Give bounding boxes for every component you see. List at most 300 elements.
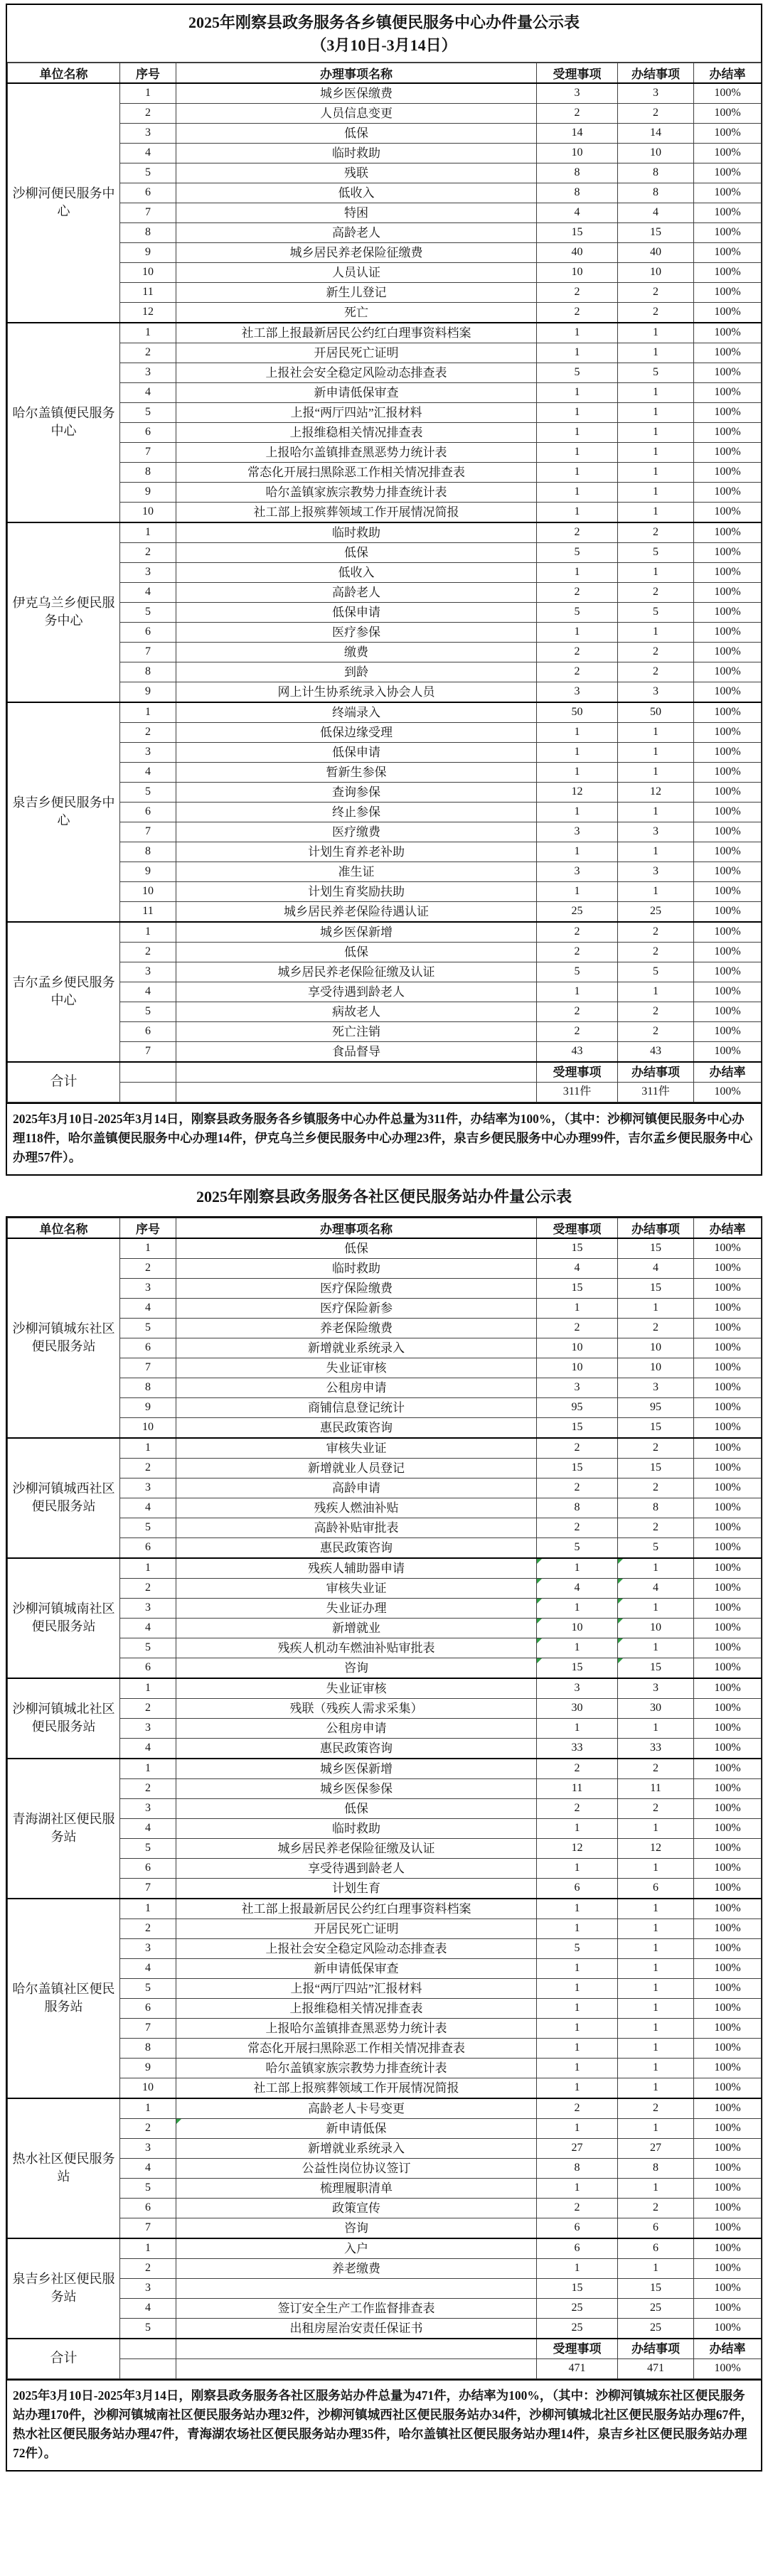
item-cell: 低保申请	[176, 742, 537, 762]
accepted-cell: 10	[537, 1358, 618, 1378]
seq-cell: 4	[120, 2298, 176, 2318]
table-row	[8, 2138, 762, 2158]
item-cell: 城乡居民养老保险待遇认证	[176, 901, 537, 922]
total-done-header: 办结事项	[618, 1062, 694, 1083]
item-cell: 城乡医保新增	[176, 1759, 537, 1779]
accepted-cell: 25	[537, 2318, 618, 2339]
seq-cell: 1	[120, 1678, 176, 1699]
done-cell: 50	[618, 702, 694, 723]
rate-cell: 100%	[694, 302, 762, 323]
rate-cell: 100%	[694, 1658, 762, 1678]
rate-cell: 100%	[694, 602, 762, 622]
seq-cell: 8	[120, 2038, 176, 2058]
seq-cell: 4	[120, 1958, 176, 1978]
accepted-cell: 3	[537, 1678, 618, 1699]
rate-cell: 100%	[694, 1858, 762, 1878]
accepted-cell: 25	[537, 901, 618, 922]
done-cell: 2	[618, 922, 694, 943]
item-cell: 低保	[176, 1798, 537, 1818]
unit-cell: 沙柳河镇城西社区便民服务站	[8, 1438, 120, 1558]
seq-cell: 10	[120, 1417, 176, 1438]
item-cell: 残疾人机动车燃油补贴审批表	[176, 1638, 537, 1658]
table-row	[8, 123, 762, 143]
accepted-cell: 1	[537, 2178, 618, 2198]
total-item-empty	[176, 1082, 537, 1102]
seq-cell: 2	[120, 942, 176, 962]
item-cell: 临时救助	[176, 143, 537, 163]
seq-cell: 3	[120, 1478, 176, 1498]
item-cell: 上报哈尔盖镇排查黑恶势力统计表	[176, 2018, 537, 2038]
header-rate: 办结率	[694, 1218, 762, 1238]
rate-cell: 100%	[694, 402, 762, 422]
item-cell: 计划生育	[176, 1878, 537, 1899]
item-cell: 失业证审核	[176, 1678, 537, 1699]
total-seq-empty	[120, 2358, 176, 2378]
done-cell: 1	[618, 502, 694, 522]
seq-cell: 5	[120, 402, 176, 422]
rate-cell: 100%	[694, 942, 762, 962]
table-row	[8, 1978, 762, 1998]
item-cell: 准生证	[176, 862, 537, 881]
seq-cell: 4	[120, 1818, 176, 1838]
accepted-cell: 15	[537, 2278, 618, 2298]
total-rate-header: 办结率	[694, 2339, 762, 2359]
rate-cell: 100%	[694, 881, 762, 901]
item-cell: 暂新生参保	[176, 762, 537, 782]
item-cell: 查询参保	[176, 782, 537, 802]
rate-cell: 100%	[694, 1598, 762, 1618]
table-row	[8, 2258, 762, 2278]
done-cell: 4	[618, 203, 694, 222]
seq-cell: 3	[120, 2278, 176, 2298]
accepted-cell: 6	[537, 1878, 618, 1899]
rate-cell: 100%	[694, 222, 762, 242]
done-cell: 1	[618, 482, 694, 502]
item-cell: 低收入	[176, 183, 537, 203]
seq-cell: 6	[120, 1537, 176, 1558]
table-row	[8, 422, 762, 442]
item-cell: 享受待遇到龄老人	[176, 982, 537, 1002]
item-cell: 人员信息变更	[176, 103, 537, 123]
seq-cell: 4	[120, 982, 176, 1002]
accepted-cell: 1	[537, 802, 618, 822]
table-row	[8, 982, 762, 1002]
accepted-cell: 2	[537, 1318, 618, 1338]
table-row	[8, 1498, 762, 1518]
done-cell: 1	[618, 442, 694, 462]
item-cell: 城乡医保新增	[176, 922, 537, 943]
item-cell: 新增就业	[176, 1618, 537, 1638]
seq-cell: 2	[120, 103, 176, 123]
rate-cell: 100%	[694, 103, 762, 123]
table-row	[8, 1858, 762, 1878]
accepted-cell: 3	[537, 83, 618, 104]
item-cell: 社工部上报殡葬领域工作开展情况简报	[176, 2078, 537, 2098]
seq-cell: 2	[120, 2258, 176, 2278]
rate-cell: 100%	[694, 842, 762, 862]
rate-cell: 100%	[694, 822, 762, 842]
rate-cell: 100%	[694, 2018, 762, 2038]
rate-cell: 100%	[694, 2138, 762, 2158]
seq-cell: 5	[120, 163, 176, 183]
table-row	[8, 762, 762, 782]
done-cell: 1	[618, 1958, 694, 1978]
done-cell: 15	[618, 222, 694, 242]
done-cell: 1	[618, 1558, 694, 1579]
done-cell: 3	[618, 822, 694, 842]
table-row	[8, 1878, 762, 1899]
item-cell: 低保申请	[176, 602, 537, 622]
seq-cell: 7	[120, 642, 176, 662]
item-cell: 医疗参保	[176, 622, 537, 642]
total-rate-value: 100%	[694, 1082, 762, 1102]
seq-cell: 7	[120, 2218, 176, 2238]
item-cell: 上报维稳相关情况排查表	[176, 422, 537, 442]
community-sheet	[6, 1216, 762, 2472]
table-row	[8, 1417, 762, 1438]
item-cell: 享受待遇到龄老人	[176, 1858, 537, 1878]
table2-title: 2025年刚察县政务服务各社区便民服务站办件量公示表	[196, 1188, 572, 1206]
table-row	[8, 1738, 762, 1759]
done-cell: 1	[618, 1899, 694, 1919]
done-cell: 2	[618, 1021, 694, 1041]
rate-cell: 100%	[694, 2158, 762, 2178]
rate-cell: 100%	[694, 782, 762, 802]
item-cell: 城乡居民养老保险征缴及认证	[176, 1838, 537, 1858]
done-cell: 2	[618, 2098, 694, 2119]
item-cell: 入户	[176, 2238, 537, 2259]
table-row	[8, 862, 762, 881]
table-row	[8, 1278, 762, 1298]
item-cell: 死亡	[176, 302, 537, 323]
seq-cell: 2	[120, 1918, 176, 1938]
accepted-cell: 2	[537, 1002, 618, 1021]
rate-cell: 100%	[694, 2058, 762, 2078]
table-row	[8, 1397, 762, 1417]
seq-cell: 6	[120, 1021, 176, 1041]
seq-cell: 2	[120, 1698, 176, 1718]
item-cell: 高龄老人卡号变更	[176, 2098, 537, 2119]
done-cell: 25	[618, 2298, 694, 2318]
total-done-value: 471	[618, 2358, 694, 2378]
table-row	[8, 782, 762, 802]
accepted-cell: 5	[537, 962, 618, 982]
item-cell: 低保	[176, 542, 537, 562]
done-cell: 1	[618, 1718, 694, 1738]
accepted-cell: 1	[537, 2118, 618, 2138]
rate-cell: 100%	[694, 1358, 762, 1378]
seq-cell: 4	[120, 1738, 176, 1759]
item-cell: 临时救助	[176, 522, 537, 543]
rate-cell: 100%	[694, 2258, 762, 2278]
item-cell: 惠民政策咨询	[176, 1417, 537, 1438]
item-cell: 高龄老人	[176, 222, 537, 242]
accepted-cell: 4	[537, 1258, 618, 1278]
done-cell: 15	[618, 1238, 694, 1259]
seq-cell: 5	[120, 1002, 176, 1021]
item-cell: 新增就业系统录入	[176, 2138, 537, 2158]
seq-cell: 6	[120, 2198, 176, 2218]
item-cell: 终止参保	[176, 802, 537, 822]
table-row	[8, 1021, 762, 1041]
accepted-cell: 1	[537, 1958, 618, 1978]
accepted-cell: 33	[537, 1738, 618, 1759]
total-accepted-value: 471	[537, 2358, 618, 2378]
rate-cell: 100%	[694, 2038, 762, 2058]
item-cell: 养老缴费	[176, 2258, 537, 2278]
rate-cell: 100%	[694, 802, 762, 822]
table-row	[8, 1678, 762, 1699]
done-cell: 4	[618, 1258, 694, 1278]
table-row	[8, 2158, 762, 2178]
accepted-cell: 2	[537, 1021, 618, 1041]
rate-cell: 100%	[694, 1958, 762, 1978]
table-row	[8, 2038, 762, 2058]
item-cell: 出租房屋治安责任保证书	[176, 2318, 537, 2339]
table-row	[8, 2098, 762, 2119]
unit-cell: 哈尔盖镇社区便民服务站	[8, 1899, 120, 2098]
rate-cell: 100%	[694, 1698, 762, 1718]
rate-cell: 100%	[694, 2318, 762, 2339]
done-cell: 8	[618, 1498, 694, 1518]
accepted-cell: 3	[537, 862, 618, 881]
header-accepted: 受理事项	[537, 1218, 618, 1238]
rate-cell: 100%	[694, 1498, 762, 1518]
rate-cell: 100%	[694, 1041, 762, 1062]
item-cell: 城乡居民养老保险征缴及认证	[176, 962, 537, 982]
accepted-cell: 5	[537, 1938, 618, 1958]
table-row	[8, 323, 762, 343]
table-row	[8, 183, 762, 203]
rate-cell: 100%	[694, 2278, 762, 2298]
done-cell: 2	[618, 302, 694, 323]
seq-cell: 4	[120, 582, 176, 602]
item-cell: 医疗缴费	[176, 822, 537, 842]
table-row	[8, 822, 762, 842]
item-cell: 计划生育养老补助	[176, 842, 537, 862]
rate-cell: 100%	[694, 1298, 762, 1318]
table-row	[8, 1658, 762, 1678]
accepted-cell: 95	[537, 1397, 618, 1417]
rate-cell: 100%	[694, 123, 762, 143]
done-cell: 2	[618, 522, 694, 543]
table-row	[8, 382, 762, 402]
seq-cell: 2	[120, 1778, 176, 1798]
seq-cell: 5	[120, 1978, 176, 1998]
rate-cell: 100%	[694, 203, 762, 222]
item-cell: 高龄申请	[176, 1478, 537, 1498]
table-row	[8, 1998, 762, 2018]
accepted-cell: 2	[537, 582, 618, 602]
accepted-cell: 1	[537, 1298, 618, 1318]
table-row	[8, 1478, 762, 1498]
rate-cell: 100%	[694, 482, 762, 502]
item-cell: 开居民死亡证明	[176, 343, 537, 363]
done-cell: 12	[618, 1838, 694, 1858]
unit-cell: 泉吉乡便民服务中心	[8, 702, 120, 922]
rate-cell: 100%	[694, 622, 762, 642]
accepted-cell: 1	[537, 2038, 618, 2058]
item-cell: 商铺信息登记统计	[176, 1397, 537, 1417]
rate-cell: 100%	[694, 1378, 762, 1397]
accepted-cell: 1	[537, 442, 618, 462]
item-cell: 缴费	[176, 642, 537, 662]
seq-cell: 1	[120, 1759, 176, 1779]
table-row	[8, 1537, 762, 1558]
table-row	[8, 2018, 762, 2038]
item-cell: 上报“两厅四站”汇报材料	[176, 402, 537, 422]
done-cell: 1	[618, 802, 694, 822]
table-row	[8, 642, 762, 662]
item-cell: 社工部上报最新居民公约红白理事资料档案	[176, 1899, 537, 1919]
accepted-cell: 1	[537, 1858, 618, 1878]
seq-cell: 1	[120, 2098, 176, 2119]
table-row	[8, 1598, 762, 1618]
accepted-cell: 2	[537, 522, 618, 543]
header-done: 办结事项	[618, 1218, 694, 1238]
table-row	[8, 163, 762, 183]
accepted-cell: 40	[537, 242, 618, 262]
seq-cell: 7	[120, 822, 176, 842]
seq-cell: 4	[120, 762, 176, 782]
done-cell: 1	[618, 1998, 694, 2018]
accepted-cell: 2	[537, 642, 618, 662]
seq-cell: 3	[120, 1718, 176, 1738]
accepted-cell: 1	[537, 502, 618, 522]
seq-cell: 1	[120, 323, 176, 343]
item-cell: 新申请低保审查	[176, 382, 537, 402]
rate-cell: 100%	[694, 1318, 762, 1338]
item-cell: 梳理履职清单	[176, 2178, 537, 2198]
seq-cell: 3	[120, 363, 176, 382]
done-cell: 10	[618, 1618, 694, 1638]
rate-cell: 100%	[694, 742, 762, 762]
item-cell: 哈尔盖镇家族宗教势力排查统计表	[176, 482, 537, 502]
rate-cell: 100%	[694, 2198, 762, 2218]
total-label: 合计	[8, 2339, 120, 2379]
accepted-cell: 27	[537, 2138, 618, 2158]
accepted-cell: 1	[537, 742, 618, 762]
unit-cell: 热水社区便民服务站	[8, 2098, 120, 2238]
table-row	[8, 462, 762, 482]
rate-cell: 100%	[694, 962, 762, 982]
item-cell: 新增就业人员登记	[176, 1458, 537, 1478]
seq-cell: 9	[120, 2058, 176, 2078]
item-cell: 新申请低保	[176, 2118, 537, 2138]
accepted-cell: 2	[537, 1798, 618, 1818]
done-cell: 5	[618, 542, 694, 562]
accepted-cell: 8	[537, 163, 618, 183]
table-row	[8, 1358, 762, 1378]
item-cell: 咨询	[176, 2218, 537, 2238]
seq-cell: 10	[120, 262, 176, 282]
rate-cell: 100%	[694, 1002, 762, 1021]
done-cell: 6	[618, 2238, 694, 2259]
done-cell: 14	[618, 123, 694, 143]
item-cell: 残疾人辅助器申请	[176, 1558, 537, 1579]
done-cell: 1	[618, 562, 694, 582]
total-seq-empty	[120, 1082, 176, 1102]
seq-cell: 5	[120, 2318, 176, 2339]
accepted-cell: 1	[537, 422, 618, 442]
done-cell: 1	[618, 343, 694, 363]
table-row	[8, 1041, 762, 1062]
item-cell: 临时救助	[176, 1258, 537, 1278]
done-cell: 10	[618, 1358, 694, 1378]
seq-cell: 2	[120, 343, 176, 363]
done-cell: 6	[618, 1878, 694, 1899]
seq-cell: 4	[120, 1498, 176, 1518]
total-seq-empty	[120, 2339, 176, 2359]
total-rate-header: 办结率	[694, 1062, 762, 1083]
table-row	[8, 1618, 762, 1638]
table-row	[8, 2238, 762, 2259]
rate-cell: 100%	[694, 522, 762, 543]
done-cell: 15	[618, 1278, 694, 1298]
done-cell: 1	[618, 722, 694, 742]
rate-cell: 100%	[694, 562, 762, 582]
accepted-cell: 2	[537, 942, 618, 962]
item-cell: 失业证办理	[176, 1598, 537, 1618]
table-row	[8, 742, 762, 762]
accepted-cell: 2	[537, 2098, 618, 2119]
item-cell: 残联（残疾人需求采集）	[176, 1698, 537, 1718]
done-cell: 1	[618, 2078, 694, 2098]
accepted-cell: 10	[537, 1618, 618, 1638]
unit-cell: 泉吉乡社区便民服务站	[8, 2238, 120, 2339]
table-row	[8, 1338, 762, 1358]
done-cell: 1	[618, 382, 694, 402]
item-cell: 到龄	[176, 662, 537, 682]
accepted-cell: 1	[537, 842, 618, 862]
accepted-cell: 1	[537, 2078, 618, 2098]
table-row	[8, 922, 762, 943]
accepted-cell: 10	[537, 262, 618, 282]
item-cell: 医疗保险缴费	[176, 1278, 537, 1298]
accepted-cell: 15	[537, 1458, 618, 1478]
table1-date-line: （3月10日-3月14日）	[311, 36, 457, 54]
done-cell: 8	[618, 183, 694, 203]
done-cell: 1	[618, 842, 694, 862]
done-cell: 40	[618, 242, 694, 262]
accepted-cell: 1	[537, 482, 618, 502]
seq-cell: 1	[120, 83, 176, 104]
done-cell: 11	[618, 1778, 694, 1798]
seq-cell: 5	[120, 1318, 176, 1338]
item-cell: 上报社会安全稳定风险动态排查表	[176, 1938, 537, 1958]
rate-cell: 100%	[694, 1899, 762, 1919]
total-done-value: 311件	[618, 1082, 694, 1102]
done-cell: 12	[618, 782, 694, 802]
item-cell: 新增就业系统录入	[176, 1338, 537, 1358]
rate-cell: 100%	[694, 1478, 762, 1498]
item-cell	[176, 2278, 537, 2298]
seq-cell: 4	[120, 1618, 176, 1638]
accepted-cell: 1	[537, 402, 618, 422]
total-accepted-header: 受理事项	[537, 1062, 618, 1083]
total-item-empty	[176, 2339, 537, 2359]
rate-cell: 100%	[694, 2218, 762, 2238]
accepted-cell: 25	[537, 2298, 618, 2318]
done-cell: 3	[618, 862, 694, 881]
township-table	[7, 63, 762, 1102]
rate-cell: 100%	[694, 422, 762, 442]
rate-cell: 100%	[694, 502, 762, 522]
table-row	[8, 1318, 762, 1338]
rate-cell: 100%	[694, 1798, 762, 1818]
table-row	[8, 1378, 762, 1397]
rate-cell: 100%	[694, 1778, 762, 1798]
